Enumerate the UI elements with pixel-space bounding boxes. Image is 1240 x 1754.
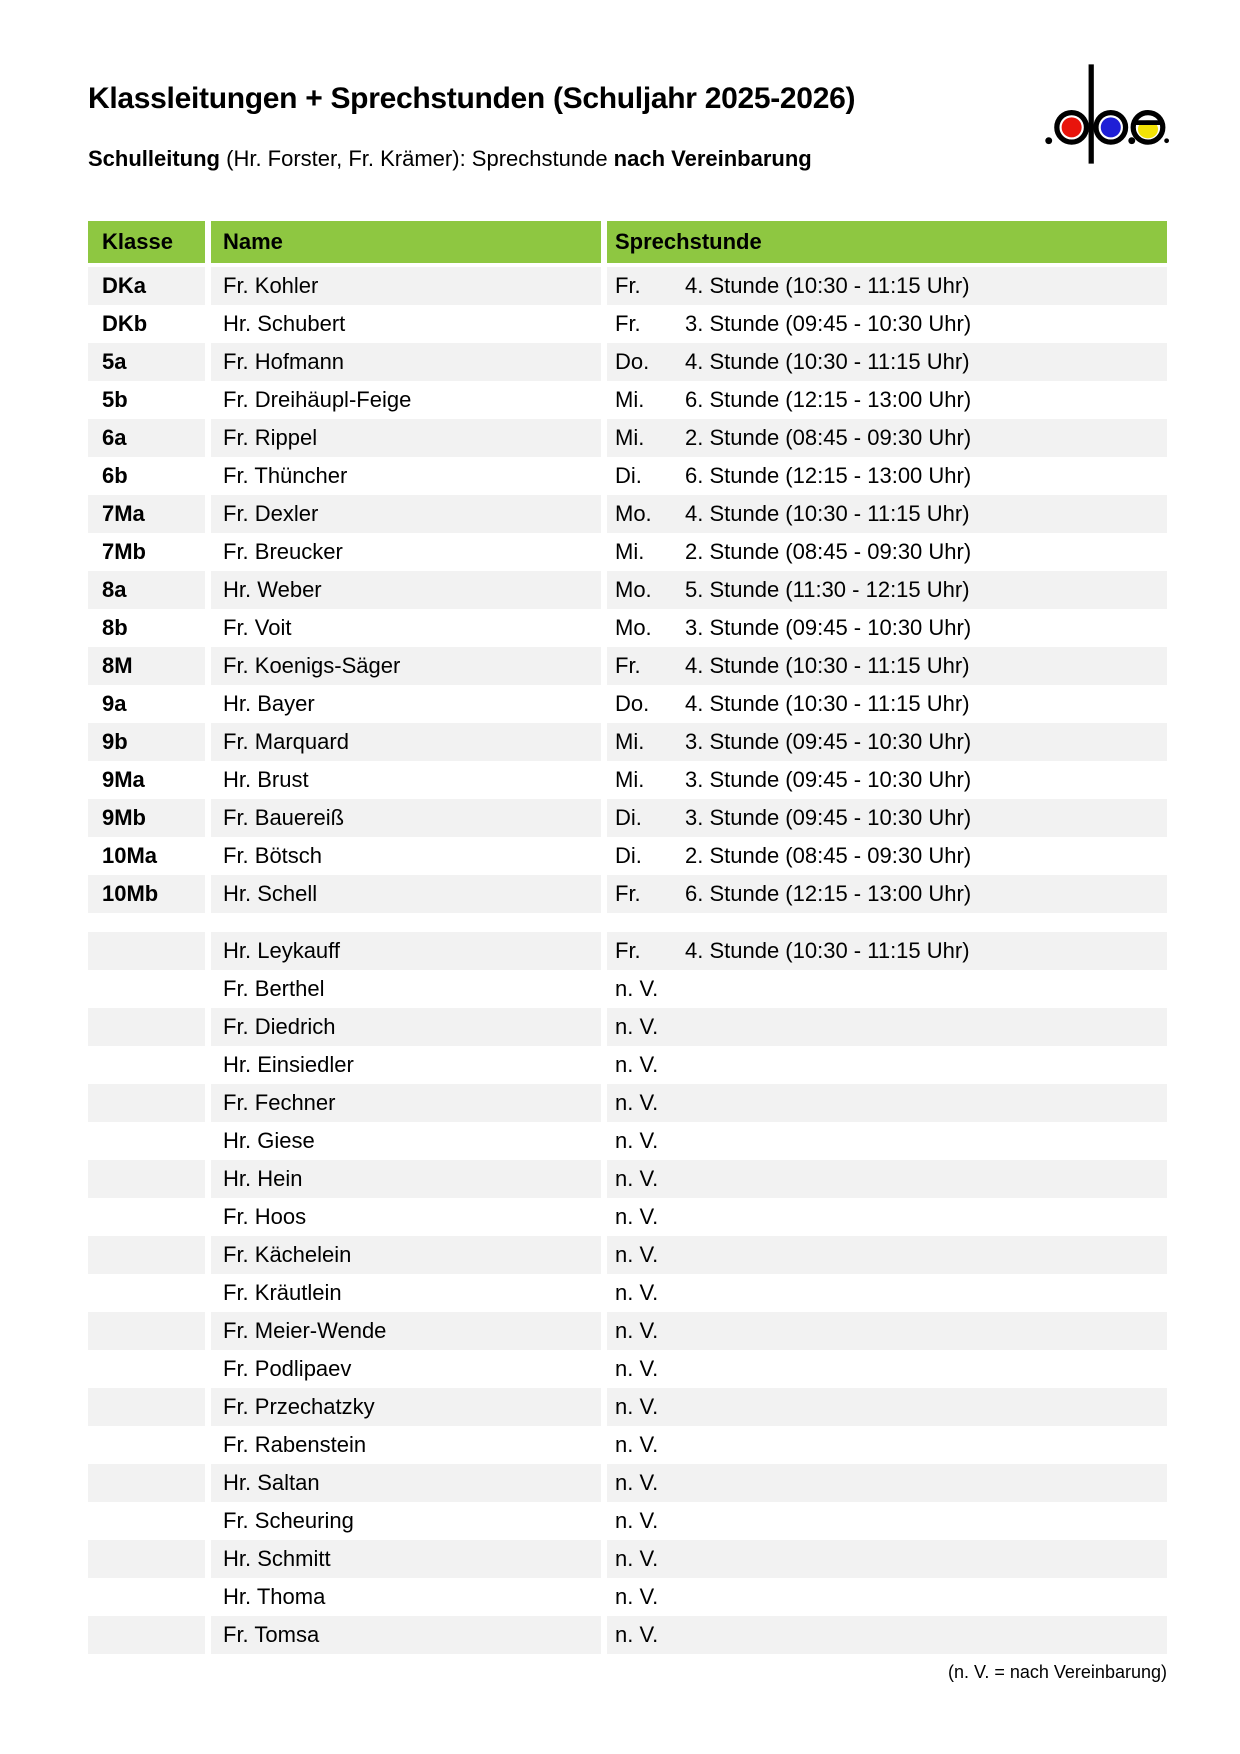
- cell-klasse: DKb: [102, 311, 148, 336]
- cell-time: 6. Stunde (12:15 - 13:00 Uhr): [685, 463, 972, 488]
- cell-name: Fr. Tomsa: [211, 1616, 601, 1654]
- cell-name: Fr. Berthel: [223, 976, 325, 1001]
- cell-day: n. V.: [615, 1356, 659, 1381]
- table-row: [88, 837, 1167, 875]
- cell-name: Fr. Bötsch: [223, 843, 323, 868]
- cell-name: Fr. Rippel: [211, 419, 601, 457]
- header-klasse: Klasse: [88, 221, 205, 263]
- table-row: [88, 875, 1167, 913]
- table-row: [88, 343, 1167, 381]
- cell-name: Fr. Hoos: [223, 1204, 307, 1229]
- cell-name: Hr. Weber: [211, 571, 601, 609]
- cell-name: Fr. Rabenstein: [223, 1432, 367, 1457]
- cell-day: n. V.: [615, 1014, 659, 1039]
- cell-klasse: [88, 1350, 205, 1388]
- page-title: Klassleitungen + Sprechstunden (Schuljahr 2025-2026): [88, 82, 856, 115]
- table-row: [88, 1426, 1167, 1464]
- cell-time: 3. Stunde (09:45 - 10:30 Uhr): [685, 615, 972, 640]
- cell-sprechstunde: [607, 495, 1167, 533]
- sprechstunden-table: [88, 221, 1167, 1654]
- cell-time: 3. Stunde (09:45 - 10:30 Uhr): [685, 805, 972, 830]
- cell-klasse: 6a: [88, 419, 205, 457]
- cell-day: Fr.: [615, 653, 641, 678]
- cell-name: Fr. Kohler: [211, 267, 601, 305]
- table-row: [88, 571, 1167, 609]
- cell-day: Fr.: [615, 273, 641, 298]
- cell-name: Fr. Voit: [223, 615, 292, 640]
- cell-sprechstunde: [607, 1388, 1167, 1426]
- cell-sprechstunde: [607, 837, 1167, 875]
- cell-sprechstunde: [607, 1122, 1167, 1160]
- cell-klasse: 6b: [102, 463, 128, 488]
- cell-klasse: 10Mb: [88, 875, 205, 913]
- cell-klasse: [88, 970, 205, 1008]
- cell-time: 5. Stunde (11:30 - 12:15 Uhr): [685, 577, 970, 602]
- cell-name: Hr. Thoma: [223, 1584, 326, 1609]
- cell-klasse: 5a: [88, 343, 205, 381]
- table-row: [88, 381, 1167, 419]
- table-row: [88, 267, 1167, 305]
- cell-time: 6. Stunde (12:15 - 13:00 Uhr): [685, 881, 972, 906]
- cell-day: n. V.: [615, 1090, 659, 1115]
- footnote: (n. V. = nach Vereinbarung): [948, 1662, 1167, 1682]
- table-row: [88, 1274, 1167, 1312]
- cell-name: Fr. Podlipaev: [223, 1356, 352, 1381]
- table-row: [88, 1122, 1167, 1160]
- cell-day: n. V.: [615, 1204, 659, 1229]
- table-header-row: [88, 221, 1167, 263]
- table-row: [88, 1464, 1167, 1502]
- table-row: [88, 1160, 1167, 1198]
- cell-name: Fr. Breucker: [223, 539, 343, 564]
- cell-name: Hr. Schmitt: [211, 1540, 601, 1578]
- cell-day: n. V.: [615, 1394, 659, 1419]
- cell-day: Do.: [615, 349, 650, 374]
- cell-klasse: [88, 1084, 205, 1122]
- cell-time: 2. Stunde (08:45 - 09:30 Uhr): [685, 843, 972, 868]
- table-row: [88, 647, 1167, 685]
- cell-name: Fr. Scheuring: [223, 1508, 354, 1533]
- cell-klasse: 8b: [102, 615, 128, 640]
- cell-sprechstunde: [607, 457, 1167, 495]
- cell-sprechstunde: [607, 647, 1167, 685]
- cell-name: Fr. Kächelein: [211, 1236, 601, 1274]
- table-row: [88, 1578, 1167, 1616]
- table-row: [88, 723, 1167, 761]
- cell-klasse: [88, 1388, 205, 1426]
- table-row: [88, 761, 1167, 799]
- cell-day: Mi.: [615, 387, 645, 412]
- cell-name: Hr. Giese: [223, 1128, 315, 1153]
- cell-sprechstunde: [607, 267, 1167, 305]
- table-row: [88, 1046, 1167, 1084]
- cell-name: Fr. Kräutlein: [223, 1280, 342, 1305]
- cell-name: Hr. Leykauff: [211, 932, 601, 970]
- cell-day: n. V.: [615, 1546, 659, 1571]
- table-row: [88, 1084, 1167, 1122]
- cell-day: Mi.: [615, 729, 645, 754]
- cell-time: 4. Stunde (10:30 - 11:15 Uhr): [685, 273, 970, 298]
- cell-day: Do.: [615, 691, 650, 716]
- cell-day: n. V.: [615, 1166, 659, 1191]
- cell-name: Fr. Diedrich: [211, 1008, 601, 1046]
- cell-name: Fr. Hofmann: [211, 343, 601, 381]
- table-row: [88, 457, 1167, 495]
- cell-name: Fr. Dexler: [211, 495, 601, 533]
- cell-sprechstunde: [607, 571, 1167, 609]
- cell-sprechstunde: [607, 1312, 1167, 1350]
- cell-klasse: [88, 1198, 205, 1236]
- cell-name: Fr. Marquard: [211, 723, 601, 761]
- cell-time: 4. Stunde (10:30 - 11:15 Uhr): [685, 501, 970, 526]
- cell-name: Fr. Dreihäupl-Feige: [223, 387, 412, 412]
- table-row: [88, 799, 1167, 837]
- cell-sprechstunde: [607, 875, 1167, 913]
- cell-sprechstunde: [607, 1426, 1167, 1464]
- cell-sprechstunde: [607, 761, 1167, 799]
- cell-sprechstunde: [607, 799, 1167, 837]
- header-sprechstunde: Sprechstunde: [607, 221, 1167, 263]
- cell-klasse: 9Mb: [88, 799, 205, 837]
- cell-klasse: [88, 932, 205, 970]
- cell-time: 4. Stunde (10:30 - 11:15 Uhr): [685, 938, 970, 963]
- table-row: [88, 1198, 1167, 1236]
- cell-klasse: [88, 1274, 205, 1312]
- logo-dot-2: [1128, 137, 1135, 144]
- cell-sprechstunde: [607, 1616, 1167, 1654]
- cell-sprechstunde: [607, 381, 1167, 419]
- cell-sprechstunde: [607, 533, 1167, 571]
- cell-name: Fr. Bauereiß: [211, 799, 601, 837]
- cell-klasse: 8a: [88, 571, 205, 609]
- cell-day: n. V.: [615, 1280, 659, 1305]
- cell-klasse: 5b: [102, 387, 128, 412]
- table-body-staff: [88, 932, 1167, 1654]
- cell-time: 4. Stunde (10:30 - 11:15 Uhr): [685, 691, 970, 716]
- table-row: [88, 609, 1167, 647]
- cell-time: 2. Stunde (08:45 - 09:30 Uhr): [685, 425, 972, 450]
- cell-sprechstunde: [607, 1540, 1167, 1578]
- cell-name: Hr. Schubert: [223, 311, 346, 336]
- logo-dot-1: [1045, 137, 1052, 144]
- table-row: [88, 305, 1167, 343]
- cell-klasse: 7Ma: [88, 495, 205, 533]
- table-row: [88, 970, 1167, 1008]
- logo-d-fill: [1062, 117, 1082, 137]
- cell-time: 3. Stunde (09:45 - 10:30 Uhr): [685, 767, 972, 792]
- table-row: [88, 1388, 1167, 1426]
- table-row: [88, 1312, 1167, 1350]
- cell-day: n. V.: [615, 976, 659, 1001]
- cell-sprechstunde: [607, 1160, 1167, 1198]
- cell-sprechstunde: [607, 1578, 1167, 1616]
- cell-name: Fr. Przechatzky: [211, 1388, 601, 1426]
- cell-sprechstunde: [607, 1008, 1167, 1046]
- cell-klasse: 9a: [102, 691, 127, 716]
- subtitle-normal: (Hr. Forster, Fr. Krämer): Sprechstunde: [220, 146, 614, 171]
- cell-day: Mi.: [615, 425, 645, 450]
- subtitle-bold-tail: nach Vereinbarung: [613, 146, 812, 171]
- cell-time: 4. Stunde (10:30 - 11:15 Uhr): [685, 349, 970, 374]
- cell-klasse: [88, 1426, 205, 1464]
- cell-klasse: DKa: [88, 267, 205, 305]
- cell-sprechstunde: [607, 1350, 1167, 1388]
- cell-name: Fr. Meier-Wende: [211, 1312, 601, 1350]
- table-row: [88, 1502, 1167, 1540]
- cell-day: n. V.: [615, 1508, 659, 1533]
- cell-name: Fr. Fechner: [211, 1084, 601, 1122]
- cell-day: Mo.: [615, 615, 652, 640]
- cell-day: Di.: [615, 463, 642, 488]
- cell-day: n. V.: [615, 1432, 659, 1457]
- cell-name: Hr. Brust: [223, 767, 309, 792]
- cell-day: n. V.: [615, 1242, 659, 1267]
- logo-p-fill: [1101, 117, 1121, 137]
- cell-klasse: [88, 1578, 205, 1616]
- cell-day: Di.: [615, 805, 642, 830]
- cell-sprechstunde: [607, 1502, 1167, 1540]
- cell-day: Di.: [615, 843, 642, 868]
- cell-klasse: [88, 1008, 205, 1046]
- cell-name: Hr. Saltan: [211, 1464, 601, 1502]
- cell-name: Fr. Koenigs-Säger: [211, 647, 601, 685]
- cell-sprechstunde: [607, 1084, 1167, 1122]
- cell-klasse: [88, 1312, 205, 1350]
- cell-day: Mo.: [615, 577, 652, 602]
- cell-sprechstunde: [607, 1236, 1167, 1274]
- table-row: [88, 685, 1167, 723]
- cell-day: Mi.: [615, 539, 645, 564]
- cell-klasse: [88, 1160, 205, 1198]
- table-row: [88, 932, 1167, 970]
- cell-klasse: [88, 1122, 205, 1160]
- cell-sprechstunde: [607, 970, 1167, 1008]
- table-row: [88, 1236, 1167, 1274]
- cell-sprechstunde: [607, 1464, 1167, 1502]
- cell-klasse: [88, 1464, 205, 1502]
- cell-day: n. V.: [615, 1128, 659, 1153]
- cell-day: Mo.: [615, 501, 652, 526]
- cell-name: Fr. Thüncher: [223, 463, 348, 488]
- cell-day: Fr.: [615, 311, 641, 336]
- cell-klasse: 10Ma: [102, 843, 158, 868]
- table-row: [88, 1350, 1167, 1388]
- cell-sprechstunde: [607, 419, 1167, 457]
- subtitle: [88, 146, 812, 172]
- cell-klasse: [88, 1616, 205, 1654]
- table-row: [88, 533, 1167, 571]
- cell-day: n. V.: [615, 1318, 659, 1343]
- cell-klasse: 8M: [88, 647, 205, 685]
- cell-day: Mi.: [615, 767, 645, 792]
- cell-sprechstunde: [607, 1198, 1167, 1236]
- cell-time: 3. Stunde (09:45 - 10:30 Uhr): [685, 729, 972, 754]
- cell-klasse: [88, 1540, 205, 1578]
- cell-klasse: [88, 1236, 205, 1274]
- cell-sprechstunde: [607, 723, 1167, 761]
- cell-day: n. V.: [615, 1584, 659, 1609]
- cell-day: n. V.: [615, 1470, 659, 1495]
- cell-sprechstunde: [607, 685, 1167, 723]
- cell-name: Hr. Schell: [211, 875, 601, 913]
- cell-klasse: 9b: [88, 723, 205, 761]
- cell-time: 2. Stunde (08:45 - 09:30 Uhr): [685, 539, 972, 564]
- cell-klasse: [88, 1502, 205, 1540]
- table-row: [88, 495, 1167, 533]
- logo-dot-3: [1164, 138, 1169, 143]
- cell-name: Hr. Bayer: [223, 691, 315, 716]
- dpe-logo-icon: [1043, 62, 1169, 166]
- cell-sprechstunde: [607, 1046, 1167, 1084]
- cell-sprechstunde: [607, 1274, 1167, 1312]
- cell-day: n. V.: [615, 1052, 659, 1077]
- cell-time: 3. Stunde (09:45 - 10:30 Uhr): [685, 311, 972, 336]
- cell-sprechstunde: [607, 305, 1167, 343]
- cell-klasse: [88, 1046, 205, 1084]
- table-row: [88, 1540, 1167, 1578]
- table-row: [88, 1616, 1167, 1654]
- cell-sprechstunde: [607, 609, 1167, 647]
- cell-day: Fr.: [615, 881, 641, 906]
- cell-klasse: 7Mb: [102, 539, 146, 564]
- cell-time: 4. Stunde (10:30 - 11:15 Uhr): [685, 653, 970, 678]
- cell-day: n. V.: [615, 1622, 659, 1647]
- cell-sprechstunde: [607, 932, 1167, 970]
- table-row: [88, 419, 1167, 457]
- table-row: [88, 1008, 1167, 1046]
- table-body-classes: [88, 267, 1167, 913]
- header-name: Name: [211, 221, 601, 263]
- cell-name: Hr. Hein: [211, 1160, 601, 1198]
- section-gap: [88, 913, 1167, 932]
- cell-day: Fr.: [615, 938, 641, 963]
- cell-name: Hr. Einsiedler: [223, 1052, 354, 1077]
- cell-time: 6. Stunde (12:15 - 13:00 Uhr): [685, 387, 972, 412]
- cell-klasse: 9Ma: [102, 767, 145, 792]
- cell-sprechstunde: [607, 343, 1167, 381]
- subtitle-bold-lead: Schulleitung: [88, 146, 220, 171]
